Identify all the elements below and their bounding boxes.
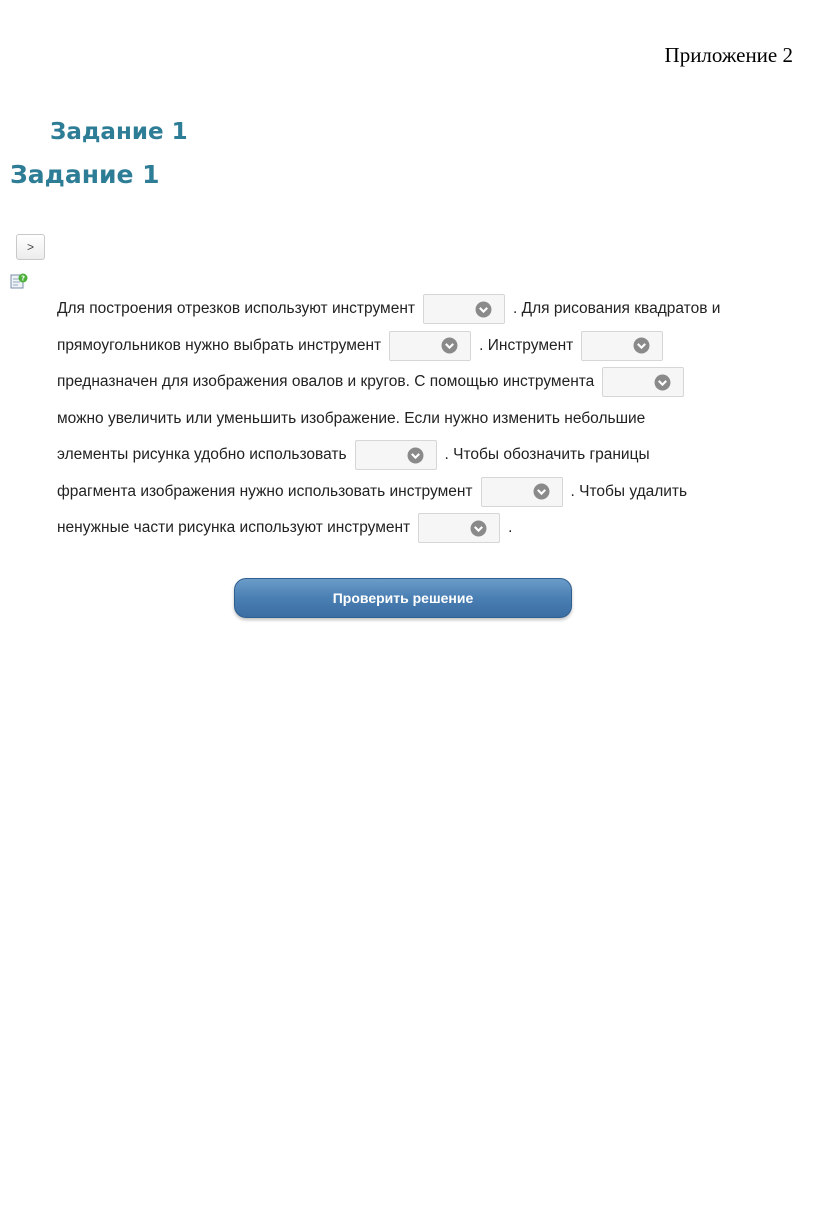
chevron-down-icon [633, 337, 650, 354]
answer-select-2[interactable] [389, 331, 471, 361]
task-line [57, 291, 757, 328]
help-edit-icon[interactable] [10, 272, 28, 290]
task-text-fragment: . Инструмент [479, 336, 574, 354]
task-line [57, 437, 757, 474]
task-line [57, 364, 757, 401]
svg-text:?: ? [20, 274, 26, 283]
task-text-fragment: фрагмента изображения нужно использовать инструмент [57, 482, 473, 500]
task-line [57, 328, 757, 365]
task-text-fragment: ненужные части рисунка используют инструмент [57, 519, 411, 537]
answer-select-7[interactable] [418, 513, 500, 543]
chevron-down-icon [470, 520, 487, 537]
chevron-down-icon [533, 483, 550, 500]
task-text-fragment: . Для рисования квадратов и [512, 300, 721, 318]
chevron-down-icon [407, 447, 424, 464]
task-text-fragment: можно увеличить или уменьшить изображение. Если нужно изменить небольшие [57, 409, 646, 427]
answer-select-5[interactable] [355, 440, 437, 470]
appendix-label: Приложение 2 [664, 43, 793, 67]
task-text-fragment: . Чтобы обозначить границы [444, 446, 650, 464]
task-line [57, 474, 757, 511]
answer-select-6[interactable] [481, 477, 563, 507]
task-title-large: Задание 1 [10, 160, 160, 189]
task-line [57, 401, 757, 438]
answer-select-1[interactable] [423, 294, 505, 324]
task-text-fragment: . Чтобы удалить [570, 482, 688, 500]
chevron-down-icon [441, 337, 458, 354]
task-body [57, 291, 757, 547]
task-title-small: Задание 1 [50, 119, 188, 145]
next-button[interactable]: > [16, 234, 45, 260]
task-text-fragment: прямоугольников нужно выбрать инструмент [57, 336, 382, 354]
task-text-fragment: Для построения отрезков используют инструмент [57, 300, 415, 318]
task-text-fragment: предназначен для изображения овалов и кругов. С помощью инструмента [57, 373, 595, 391]
check-solution-button[interactable]: Проверить решение [234, 578, 572, 618]
answer-select-3[interactable] [581, 331, 663, 361]
chevron-down-icon [475, 301, 492, 318]
task-text-fragment: элементы рисунка удобно использовать [57, 446, 347, 464]
chevron-down-icon [654, 374, 671, 391]
task-text-fragment: . [508, 519, 513, 537]
task-line [57, 510, 757, 547]
answer-select-4[interactable] [602, 367, 684, 397]
